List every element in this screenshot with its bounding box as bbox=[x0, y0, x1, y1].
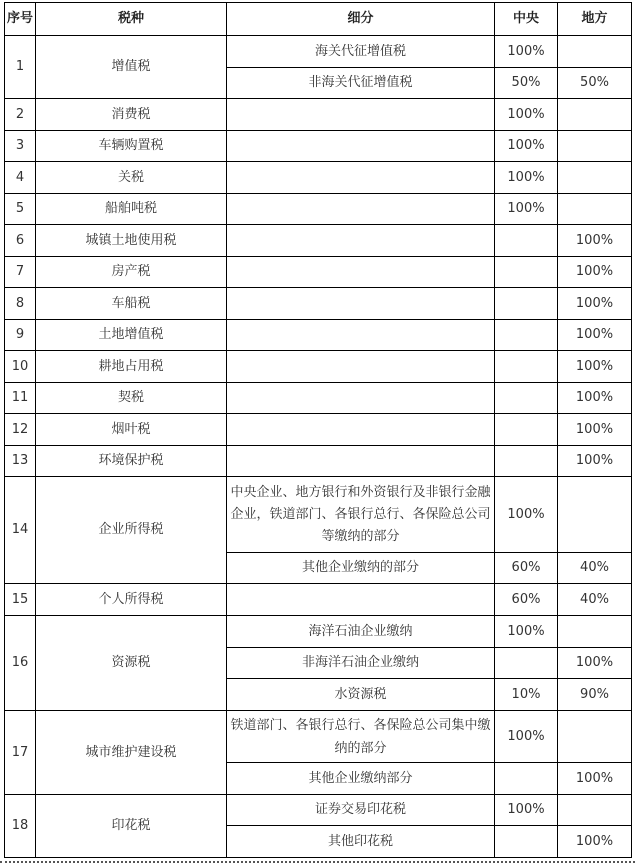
local-share: 100% bbox=[558, 351, 632, 383]
detail-cell bbox=[227, 131, 495, 162]
row-no: 8 bbox=[5, 288, 36, 320]
local-share: 50% bbox=[558, 68, 632, 99]
local-share: 100% bbox=[558, 383, 632, 414]
detail-cell bbox=[227, 320, 495, 351]
header-detail: 细分 bbox=[227, 3, 495, 36]
row-no: 1 bbox=[5, 36, 36, 99]
detail-cell: 中央企业、地方银行和外资银行及非银行金融企业，铁道部门、各银行总行、各保险总公司等缴纳的部分 bbox=[227, 477, 495, 553]
local-share bbox=[558, 194, 632, 225]
central-share: 100% bbox=[495, 131, 558, 162]
header-local: 地方 bbox=[558, 3, 632, 36]
row-no: 10 bbox=[5, 351, 36, 383]
tax-name: 企业所得税 bbox=[36, 477, 227, 584]
tax-revenue-sharing-table bbox=[4, 2, 632, 858]
tax-name: 房产税 bbox=[36, 257, 227, 288]
detail-cell bbox=[227, 584, 495, 616]
tax-name: 资源税 bbox=[36, 616, 227, 711]
detail-cell: 其他印花税 bbox=[227, 826, 495, 858]
local-share: 100% bbox=[558, 826, 632, 858]
central-share: 100% bbox=[495, 711, 558, 763]
local-share: 100% bbox=[558, 648, 632, 679]
local-share: 100% bbox=[558, 257, 632, 288]
detail-cell bbox=[227, 351, 495, 383]
table-row bbox=[5, 383, 632, 414]
tax-name: 车辆购置税 bbox=[36, 131, 227, 162]
tax-name: 城市维护建设税 bbox=[36, 711, 227, 795]
bottom-dotted-divider bbox=[0, 861, 635, 863]
local-share: 100% bbox=[558, 414, 632, 446]
row-no: 11 bbox=[5, 383, 36, 414]
local-share bbox=[558, 36, 632, 68]
row-no: 9 bbox=[5, 320, 36, 351]
local-share bbox=[558, 795, 632, 826]
local-share: 100% bbox=[558, 225, 632, 257]
tax-name: 关税 bbox=[36, 162, 227, 194]
central-share bbox=[495, 320, 558, 351]
tax-name: 城镇土地使用税 bbox=[36, 225, 227, 257]
local-share bbox=[558, 711, 632, 763]
central-share: 50% bbox=[495, 68, 558, 99]
detail-cell bbox=[227, 383, 495, 414]
central-share: 100% bbox=[495, 99, 558, 131]
detail-cell: 水资源税 bbox=[227, 679, 495, 711]
central-share: 60% bbox=[495, 584, 558, 616]
central-share: 100% bbox=[495, 795, 558, 826]
detail-cell: 证券交易印花税 bbox=[227, 795, 495, 826]
row-no: 15 bbox=[5, 584, 36, 616]
table-row bbox=[5, 795, 632, 826]
table-row bbox=[5, 320, 632, 351]
header-row bbox=[5, 3, 632, 36]
tax-name: 烟叶税 bbox=[36, 414, 227, 446]
detail-cell bbox=[227, 194, 495, 225]
local-share: 100% bbox=[558, 446, 632, 477]
tax-name: 个人所得税 bbox=[36, 584, 227, 616]
central-share: 100% bbox=[495, 36, 558, 68]
row-no: 18 bbox=[5, 795, 36, 858]
central-share bbox=[495, 351, 558, 383]
local-share bbox=[558, 477, 632, 553]
table-row bbox=[5, 194, 632, 225]
detail-cell bbox=[227, 257, 495, 288]
central-share bbox=[495, 826, 558, 858]
tax-name: 耕地占用税 bbox=[36, 351, 227, 383]
central-share: 100% bbox=[495, 162, 558, 194]
row-no: 16 bbox=[5, 616, 36, 711]
tax-name: 契税 bbox=[36, 383, 227, 414]
local-share: 40% bbox=[558, 553, 632, 584]
central-share: 100% bbox=[495, 194, 558, 225]
detail-cell: 其他企业缴纳的部分 bbox=[227, 553, 495, 584]
tax-name: 印花税 bbox=[36, 795, 227, 858]
row-no: 7 bbox=[5, 257, 36, 288]
table-row bbox=[5, 477, 632, 553]
detail-cell bbox=[227, 446, 495, 477]
header-name: 税种 bbox=[36, 3, 227, 36]
detail-cell: 铁道部门、各银行总行、各保险总公司集中缴纳的部分 bbox=[227, 711, 495, 763]
row-no: 3 bbox=[5, 131, 36, 162]
row-no: 5 bbox=[5, 194, 36, 225]
table-row bbox=[5, 99, 632, 131]
local-share bbox=[558, 99, 632, 131]
local-share bbox=[558, 162, 632, 194]
table-row bbox=[5, 584, 632, 616]
table-row bbox=[5, 446, 632, 477]
local-share bbox=[558, 616, 632, 648]
table-row bbox=[5, 36, 632, 68]
central-share: 100% bbox=[495, 616, 558, 648]
tax-name: 船舶吨税 bbox=[36, 194, 227, 225]
row-no: 6 bbox=[5, 225, 36, 257]
table-row bbox=[5, 225, 632, 257]
local-share bbox=[558, 131, 632, 162]
table-row bbox=[5, 257, 632, 288]
central-share bbox=[495, 648, 558, 679]
local-share: 100% bbox=[558, 763, 632, 795]
local-share: 90% bbox=[558, 679, 632, 711]
central-share: 10% bbox=[495, 679, 558, 711]
row-no: 13 bbox=[5, 446, 36, 477]
central-share bbox=[495, 414, 558, 446]
tax-name: 消费税 bbox=[36, 99, 227, 131]
detail-cell bbox=[227, 414, 495, 446]
table-row bbox=[5, 616, 632, 648]
tax-name: 土地增值税 bbox=[36, 320, 227, 351]
row-no: 12 bbox=[5, 414, 36, 446]
local-share: 100% bbox=[558, 320, 632, 351]
central-share bbox=[495, 446, 558, 477]
detail-cell: 海洋石油企业缴纳 bbox=[227, 616, 495, 648]
central-share bbox=[495, 288, 558, 320]
table-row bbox=[5, 131, 632, 162]
header-central: 中央 bbox=[495, 3, 558, 36]
detail-cell: 其他企业缴纳部分 bbox=[227, 763, 495, 795]
table-row bbox=[5, 162, 632, 194]
table-row bbox=[5, 414, 632, 446]
table-row bbox=[5, 351, 632, 383]
detail-cell bbox=[227, 225, 495, 257]
tax-name: 车船税 bbox=[36, 288, 227, 320]
central-share: 60% bbox=[495, 553, 558, 584]
row-no: 2 bbox=[5, 99, 36, 131]
central-share: 100% bbox=[495, 477, 558, 553]
local-share: 100% bbox=[558, 288, 632, 320]
table-row bbox=[5, 288, 632, 320]
tax-name: 环境保护税 bbox=[36, 446, 227, 477]
detail-cell: 非海洋石油企业缴纳 bbox=[227, 648, 495, 679]
central-share bbox=[495, 257, 558, 288]
table-row bbox=[5, 711, 632, 763]
detail-cell bbox=[227, 288, 495, 320]
detail-cell bbox=[227, 99, 495, 131]
row-no: 4 bbox=[5, 162, 36, 194]
central-share bbox=[495, 225, 558, 257]
row-no: 17 bbox=[5, 711, 36, 795]
detail-cell: 海关代征增值税 bbox=[227, 36, 495, 68]
row-no: 14 bbox=[5, 477, 36, 584]
header-no: 序号 bbox=[5, 3, 36, 36]
detail-cell bbox=[227, 162, 495, 194]
tax-name: 增值税 bbox=[36, 36, 227, 99]
local-share: 40% bbox=[558, 584, 632, 616]
central-share bbox=[495, 763, 558, 795]
central-share bbox=[495, 383, 558, 414]
detail-cell: 非海关代征增值税 bbox=[227, 68, 495, 99]
